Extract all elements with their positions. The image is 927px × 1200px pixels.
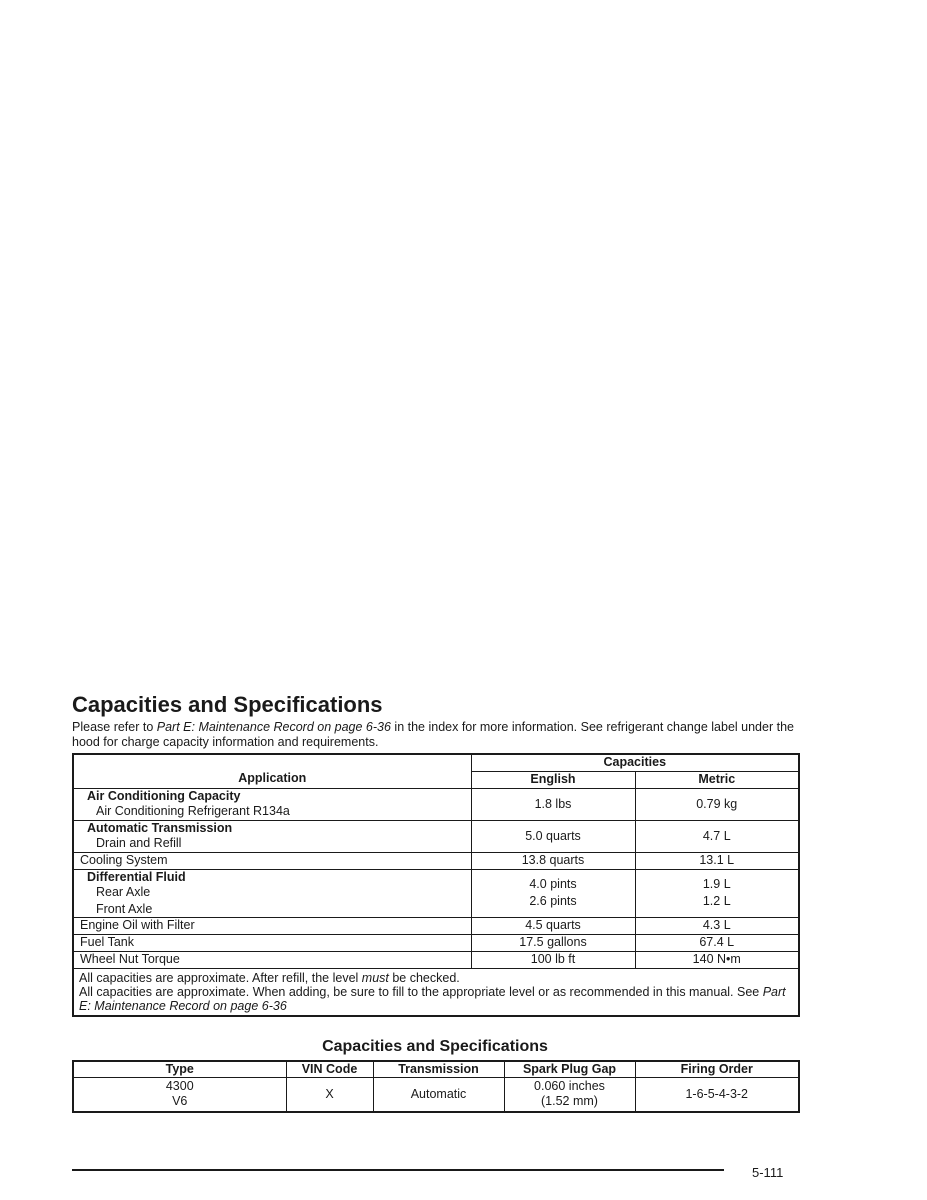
application-cell xyxy=(73,869,471,917)
note-refill xyxy=(79,971,793,985)
metric-value: 4.3 L xyxy=(635,917,799,934)
row-heading: Automatic Transmission xyxy=(87,821,233,835)
spark-plug-gap-header: Spark Plug Gap xyxy=(504,1061,635,1078)
metric-header: Metric xyxy=(635,771,799,788)
application-cell xyxy=(73,788,471,820)
metric-value: 140 N•m xyxy=(635,951,799,968)
application-header: Application xyxy=(73,754,471,788)
capacities-section xyxy=(72,690,798,1113)
transmission-header: Transmission xyxy=(373,1061,504,1078)
metric-value: 0.79 kg xyxy=(635,788,799,820)
application-cell: Fuel Tank xyxy=(73,934,471,951)
metric-value-line: 1.9 L xyxy=(702,877,731,891)
vin-code-header: VIN Code xyxy=(286,1061,373,1078)
row-heading: Differential Fluid xyxy=(87,869,186,884)
engine-table-title: Capacities and Specifications xyxy=(322,1037,548,1055)
metric-value: 67.4 L xyxy=(635,934,799,951)
english-value: 17.5 gallons xyxy=(471,934,635,951)
application-cell xyxy=(73,820,471,852)
note-adding xyxy=(79,985,793,1013)
vin-code-cell: X xyxy=(286,1078,373,1112)
spark-plug-gap-cell xyxy=(504,1078,635,1112)
engine-displacement: 4300 xyxy=(165,1079,194,1094)
table-row xyxy=(73,820,799,852)
page-number: 5-111 xyxy=(752,1165,784,1180)
type-header: Type xyxy=(73,1061,286,1078)
table-row xyxy=(73,788,799,820)
english-value: 5.0 quarts xyxy=(471,820,635,852)
engine-configuration: V6 xyxy=(172,1094,188,1109)
note-text: All capacities are approximate. When adding, be sure to fill to the appropriate level or as recommended in this manual. See xyxy=(79,984,763,999)
maintenance-record-reference: Part E: Maintenance Record on page 6-36 xyxy=(79,984,786,1013)
metric-value: 4.7 L xyxy=(635,820,799,852)
row-subitem: Air Conditioning Refrigerant R134a xyxy=(96,804,290,818)
intro-text-end: in the index for more information. See refrigerant change label under the hood for charge capacity information and requirements. xyxy=(72,720,794,749)
row-subitem: Drain and Refill xyxy=(96,836,182,850)
english-value: 4.5 quarts xyxy=(471,917,635,934)
row-subitem: Front Axle xyxy=(96,901,153,916)
table-row xyxy=(73,934,799,951)
table-row xyxy=(73,951,799,968)
metric-value-line: 1.2 L xyxy=(702,894,731,908)
maintenance-record-reference: Part E: Maintenance Record on page 6-36 xyxy=(156,720,391,734)
row-heading: Air Conditioning Capacity xyxy=(87,789,241,803)
table-row xyxy=(73,1078,799,1112)
english-value: 1.8 lbs xyxy=(471,788,635,820)
firing-order-cell: 1-6-5-4-3-2 xyxy=(635,1078,799,1112)
firing-order-header: Firing Order xyxy=(635,1061,799,1078)
application-cell: Cooling System xyxy=(73,852,471,869)
application-cell: Engine Oil with Filter xyxy=(73,917,471,934)
english-value-line: 2.6 pints xyxy=(529,894,577,908)
english-value xyxy=(471,869,635,917)
gap-inches: 0.060 inches xyxy=(534,1079,605,1094)
row-subitem: Rear Axle xyxy=(96,884,151,899)
metric-value xyxy=(635,869,799,917)
note-text: be checked. xyxy=(388,970,460,985)
intro-text-start: Please refer to xyxy=(72,720,157,734)
note-text: All capacities are approximate. After refill, the level xyxy=(79,970,362,985)
english-value: 13.8 quarts xyxy=(471,852,635,869)
notes-row xyxy=(73,968,799,1016)
transmission-cell: Automatic xyxy=(373,1078,504,1112)
metric-value: 13.1 L xyxy=(635,852,799,869)
english-header: English xyxy=(471,771,635,788)
capacities-group-header: Capacities xyxy=(471,754,799,771)
application-cell: Wheel Nut Torque xyxy=(73,951,471,968)
english-value-line: 4.0 pints xyxy=(529,877,577,891)
intro-paragraph xyxy=(72,720,798,750)
table-row xyxy=(73,852,799,869)
engine-specs-table xyxy=(72,1060,800,1113)
english-value: 100 lb ft xyxy=(471,951,635,968)
capacities-table xyxy=(72,753,800,1017)
type-cell xyxy=(73,1078,286,1112)
gap-mm: (1.52 mm) xyxy=(541,1094,598,1109)
footer-rule xyxy=(72,1169,724,1171)
table-row xyxy=(73,917,799,934)
table-row xyxy=(73,869,799,917)
note-emphasis: must xyxy=(361,970,389,985)
notes-cell xyxy=(73,968,799,1016)
section-title: Capacities and Specifications xyxy=(72,692,383,717)
